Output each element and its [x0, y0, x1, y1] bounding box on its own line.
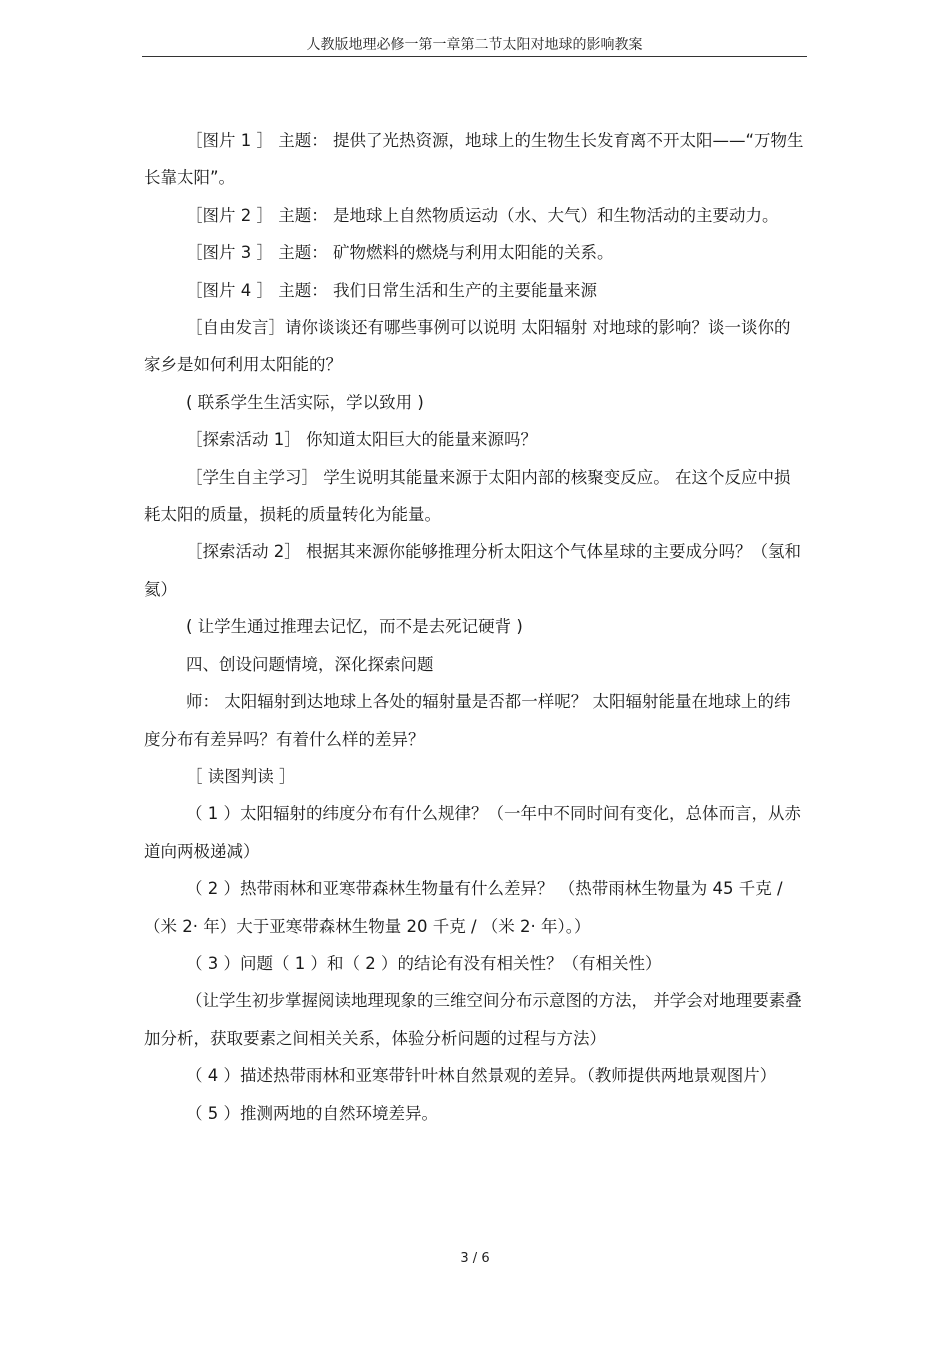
- paragraph-question-1: （ 1 ）太阳辐射的纬度分布有什么规律？（一年中不同时间有变化，总体而言，从赤道向两极递减）: [144, 804, 801, 861]
- paragraph-free-speech: ［自由发言］请你谈谈还有哪些事例可以说明 太阳辐射 对地球的影响？谈一谈你的家乡是如何利用太阳能的？: [144, 318, 791, 375]
- paragraph-explore-1: ［探索活动 1］ 你知道太阳巨大的能量来源吗？: [186, 430, 537, 450]
- paragraph-teacher-question: 师： 太阳辐射到达地球上各处的辐射量是否都一样呢？ 太阳辐射能量在地球上的纬度分布有差异吗？有着什么样的差异？: [144, 692, 791, 749]
- paragraph-picture-3: ［图片 3 ］ 主题： 矿物燃料的燃烧与利用太阳能的关系。: [186, 243, 614, 263]
- page-header-title: 人教版地理必修一第一章第二节太阳对地球的影响教案: [306, 37, 643, 53]
- section-heading-four: 四、创设问题情境，深化探索问题: [186, 654, 434, 674]
- paragraph-picture-4: ［图片 4 ］ 主题： 我们日常生活和生产的主要能量来源: [186, 280, 597, 300]
- paragraph-method-note: （让学生初步掌握阅读地理现象的三维空间分布示意图的方法， 并学会对地理要素叠加分析，获取要素之间相关关系，体验分析问题的过程与方法）: [144, 991, 802, 1048]
- paragraph-question-2: （ 2 ）热带雨林和亚寒带森林生物量有什么差异？ （热带雨林生物量为 45 千克 / （米 2· 年）大于亚寒带森林生物量 20 千克 / （米 2· 年）。）: [144, 879, 783, 936]
- paragraph-note-reasoning: ( 让学生通过推理去记忆，而不是去死记硬背 ): [186, 617, 523, 637]
- paragraph-note-life: ( 联系学生生活实际，学以致用 ): [186, 392, 424, 412]
- paragraph-self-study: ［学生自主学习］ 学生说明其能量来源于太阳内部的核聚变反应。 在这个反应中损耗太阳的质量，损耗的质量转化为能量。: [144, 467, 791, 525]
- paragraph-picture-2: ［图片 2 ］ 主题： 是地球上自然物质运动（水、大气）和生物活动的主要动力。: [186, 205, 779, 225]
- paragraph-question-3: （ 3 ）问题（ 1 ）和（ 2 ）的结论有没有相关性？（有相关性）: [186, 953, 662, 973]
- paragraph-explore-2: ［探索活动 2］ 根据其来源你能够推理分析太阳这个气体星球的主要成分吗？（氢和氦）: [144, 542, 801, 599]
- document-body: [144, 122, 804, 1132]
- paragraph-question-4: （ 4 ）描述热带雨林和亚寒带针叶林自然景观的差异。（教师提供两地景观图片）: [186, 1066, 777, 1086]
- paragraph-question-5: （ 5 ）推测两地的自然环境差异。: [186, 1103, 438, 1123]
- header-divider: [142, 56, 807, 57]
- paragraph-read-map: ［ 读图判读 ］: [186, 766, 296, 786]
- page-number: 3 / 6: [460, 1251, 490, 1266]
- paragraph-picture-1: ［图片 1 ］ 主题： 提供了光热资源，地球上的生物生长发育离不开太阳——“万物生长靠太阳”。: [144, 131, 804, 188]
